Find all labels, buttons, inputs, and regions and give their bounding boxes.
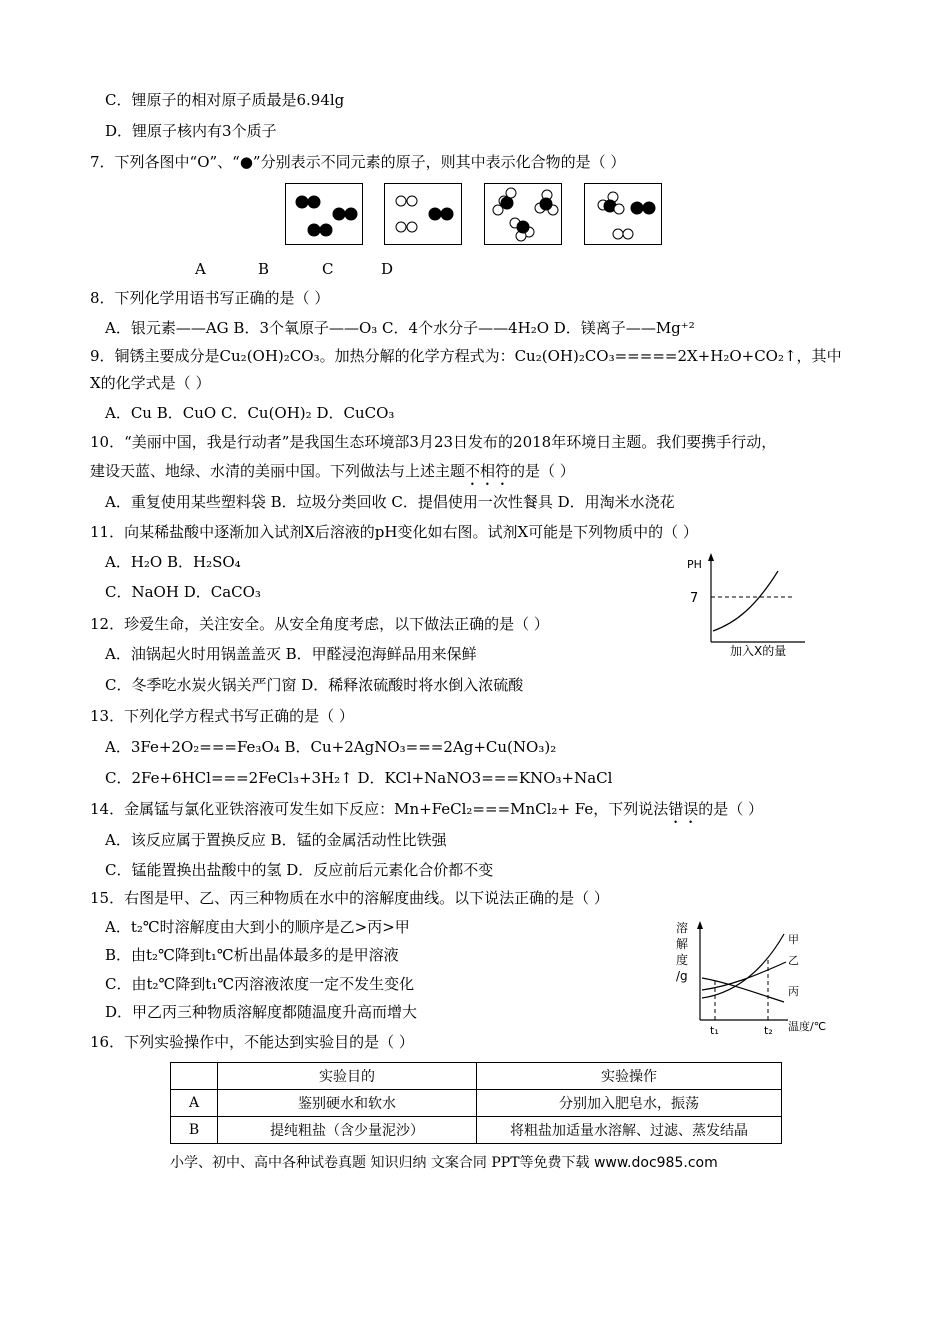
- series-label-yi: 乙: [788, 954, 799, 967]
- sol-ylabel-4: /g: [676, 969, 688, 983]
- table-cell: 将粗盐加适量水溶解、过滤、蒸发结晶: [477, 1117, 782, 1144]
- table-cell: 提纯粗盐（含少量泥沙）: [218, 1117, 477, 1144]
- q13-options-cd: C．2Fe+6HCl===2FeCl₃+3H₂↑ D．KCl+NaNO3===KNO₃+NaCl: [105, 769, 613, 787]
- table-cell: A: [171, 1090, 218, 1117]
- q9-options: A．Cu B．CuO C．Cu(OH)₂ D．CuCO₃: [105, 404, 395, 422]
- q8-stem: 8．下列化学用语书写正确的是（ ）: [90, 289, 330, 307]
- q15-option-c: C．由t₂℃降到t₁℃丙溶液浓度一定不发生变化: [105, 975, 415, 993]
- q9-stem-line2: X的化学式是（ ）: [90, 374, 211, 392]
- q7-box-a: [285, 183, 363, 245]
- ph-axis-label: PH: [687, 558, 702, 571]
- q10-stem-line2: [90, 461, 575, 489]
- t2-label: t₂: [764, 1024, 773, 1037]
- q15-option-d: D．甲乙丙三种物质溶解度都随温度升高而增大: [105, 1003, 418, 1021]
- q10-text-end: 的是（ ）: [510, 462, 575, 480]
- table-cell: B: [171, 1117, 218, 1144]
- q11-options-ab: A．H₂O B．H₂SO₄: [105, 553, 241, 571]
- q10-emphasis: 不相符: [465, 462, 511, 480]
- q10-stem-line1: 10．“美丽中国，我是行动者”是我国生态环境部3月23日发布的2018年环境日主题。我们要携手行动，: [90, 433, 777, 451]
- q7-box-c: [484, 183, 562, 245]
- q13-stem: 13．下列化学方程式书写正确的是（ ）: [90, 707, 354, 725]
- molecule-c-icon: [485, 184, 561, 244]
- molecule-a-icon: [286, 184, 362, 244]
- q10-text: 建设天蓝、地绿、水清的美丽中国。下列做法与上述主题: [90, 462, 466, 480]
- ph-ref-label: 7: [690, 591, 699, 606]
- q12-options-cd: C．冬季吃水炭火锅关严门窗 D．稀释浓硫酸时将水倒入浓硫酸: [105, 676, 524, 694]
- sol-ylabel-2: 解: [676, 937, 689, 951]
- q7-box-b: [384, 183, 462, 245]
- q7-stem: 7．下列各图中“O”、“●”分别表示不同元素的原子，则其中表示化合物的是（ ）: [90, 153, 626, 171]
- q12-options-ab: A．油锅起火时用锅盖盖灭 B．甲醛浸泡海鲜品用来保鲜: [105, 645, 477, 663]
- q16-stem: 16．下列实验操作中，不能达到实验目的是（ ）: [90, 1033, 414, 1051]
- sol-ylabel-1: 溶: [676, 921, 689, 935]
- q14-options-cd: C．锰能置换出盐酸中的氢 D．反应前后元素化合价都不变: [105, 861, 494, 879]
- q7-letter: A: [195, 260, 206, 278]
- t1-label: t₁: [710, 1024, 719, 1037]
- q14-options-ab: A．该反应属于置换反应 B．锰的金属活动性比铁强: [105, 831, 447, 849]
- q7-box-d: [584, 183, 662, 245]
- q7-letter: D: [381, 260, 394, 278]
- experiment-table: [170, 1062, 782, 1144]
- table-header-row: [171, 1063, 782, 1090]
- q14-emphasis: 错误: [668, 800, 699, 818]
- q14-text-end: 的是（ ）: [698, 800, 764, 818]
- sol-xlabel: 温度/℃: [788, 1020, 827, 1033]
- q7-letter: C: [322, 260, 334, 278]
- table-header-cell: 实验目的: [218, 1063, 477, 1090]
- page-footer: [170, 1152, 718, 1172]
- molecule-b-icon: [385, 184, 461, 244]
- q14-stem: [90, 799, 763, 827]
- q14-text: 14．金属锰与氯化亚铁溶液可发生如下反应：Mn+FeCl₂===MnCl₂+ Fe，下列说法: [90, 800, 669, 818]
- q6-option-d: D．锂原子核内有3个质子: [105, 122, 277, 140]
- q11-stem: 11．向某稀盐酸中逐渐加入试剂X后溶液的pH变化如右图。试剂X可能是下列物质中的（ ）: [90, 523, 698, 541]
- molecule-d-icon: [585, 184, 661, 244]
- q10-options: A．重复使用某些塑料袋 B．垃圾分类回收 C．提倡使用一次性餐具 D．用淘米水浇花: [105, 493, 675, 511]
- q15-option-a: A．t₂℃时溶解度由大到小的顺序是乙>丙>甲: [105, 918, 410, 936]
- q8-options: A．银元素——AG B．3个氧原子——O₃ C．4个水分子——4H₂O D．镁离子——Mg⁺²: [105, 319, 695, 337]
- q15-stem: 15．右图是甲、乙、丙三种物质在水中的溶解度曲线。以下说法正确的是（ ）: [90, 889, 609, 907]
- solubility-graph: [670, 916, 845, 1038]
- q11-options-cd: C．NaOH D．CaCO₃: [105, 583, 261, 601]
- table-row: [171, 1117, 782, 1144]
- q15-option-b: B．由t₂℃降到t₁℃析出晶体最多的是甲溶液: [105, 946, 399, 964]
- table-row: [171, 1090, 782, 1117]
- q6-option-c: C．锂原子的相对原子质最是6.94lg: [105, 91, 345, 109]
- q13-options-ab: A．3Fe+2O₂===Fe₃O₄ B．Cu+2AgNO₃===2Ag+Cu(NO₃)₂: [105, 738, 557, 756]
- ph-graph: [680, 548, 815, 660]
- series-label-jia: 甲: [788, 933, 799, 946]
- table-header-cell: 实验操作: [477, 1063, 782, 1090]
- sol-ylabel-3: 度: [676, 953, 689, 967]
- table-cell: 鉴别硬水和软水: [218, 1090, 477, 1117]
- q12-stem: 12．珍爱生命，关注安全。从安全角度考虑，以下做法正确的是（ ）: [90, 615, 549, 633]
- ph-x-label: 加入X的量: [730, 644, 787, 658]
- footer-text: 小学、初中、高中各种试卷真题 知识归纳 文案合同 PPT等免费下载: [170, 1155, 594, 1171]
- q7-letter: B: [258, 260, 270, 278]
- table-cell: 分别加入肥皂水，振荡: [477, 1090, 782, 1117]
- series-label-bing: 丙: [788, 985, 799, 998]
- q9-stem-line1: 9．铜锈主要成分是Cu₂(OH)₂CO₃。加热分解的化学方程式为：Cu₂(OH)₂CO₃=====2X+H₂O+CO₂↑，其中: [90, 347, 842, 365]
- table-header-cell: [171, 1063, 218, 1090]
- footer-url[interactable]: www.doc985.com: [593, 1155, 718, 1171]
